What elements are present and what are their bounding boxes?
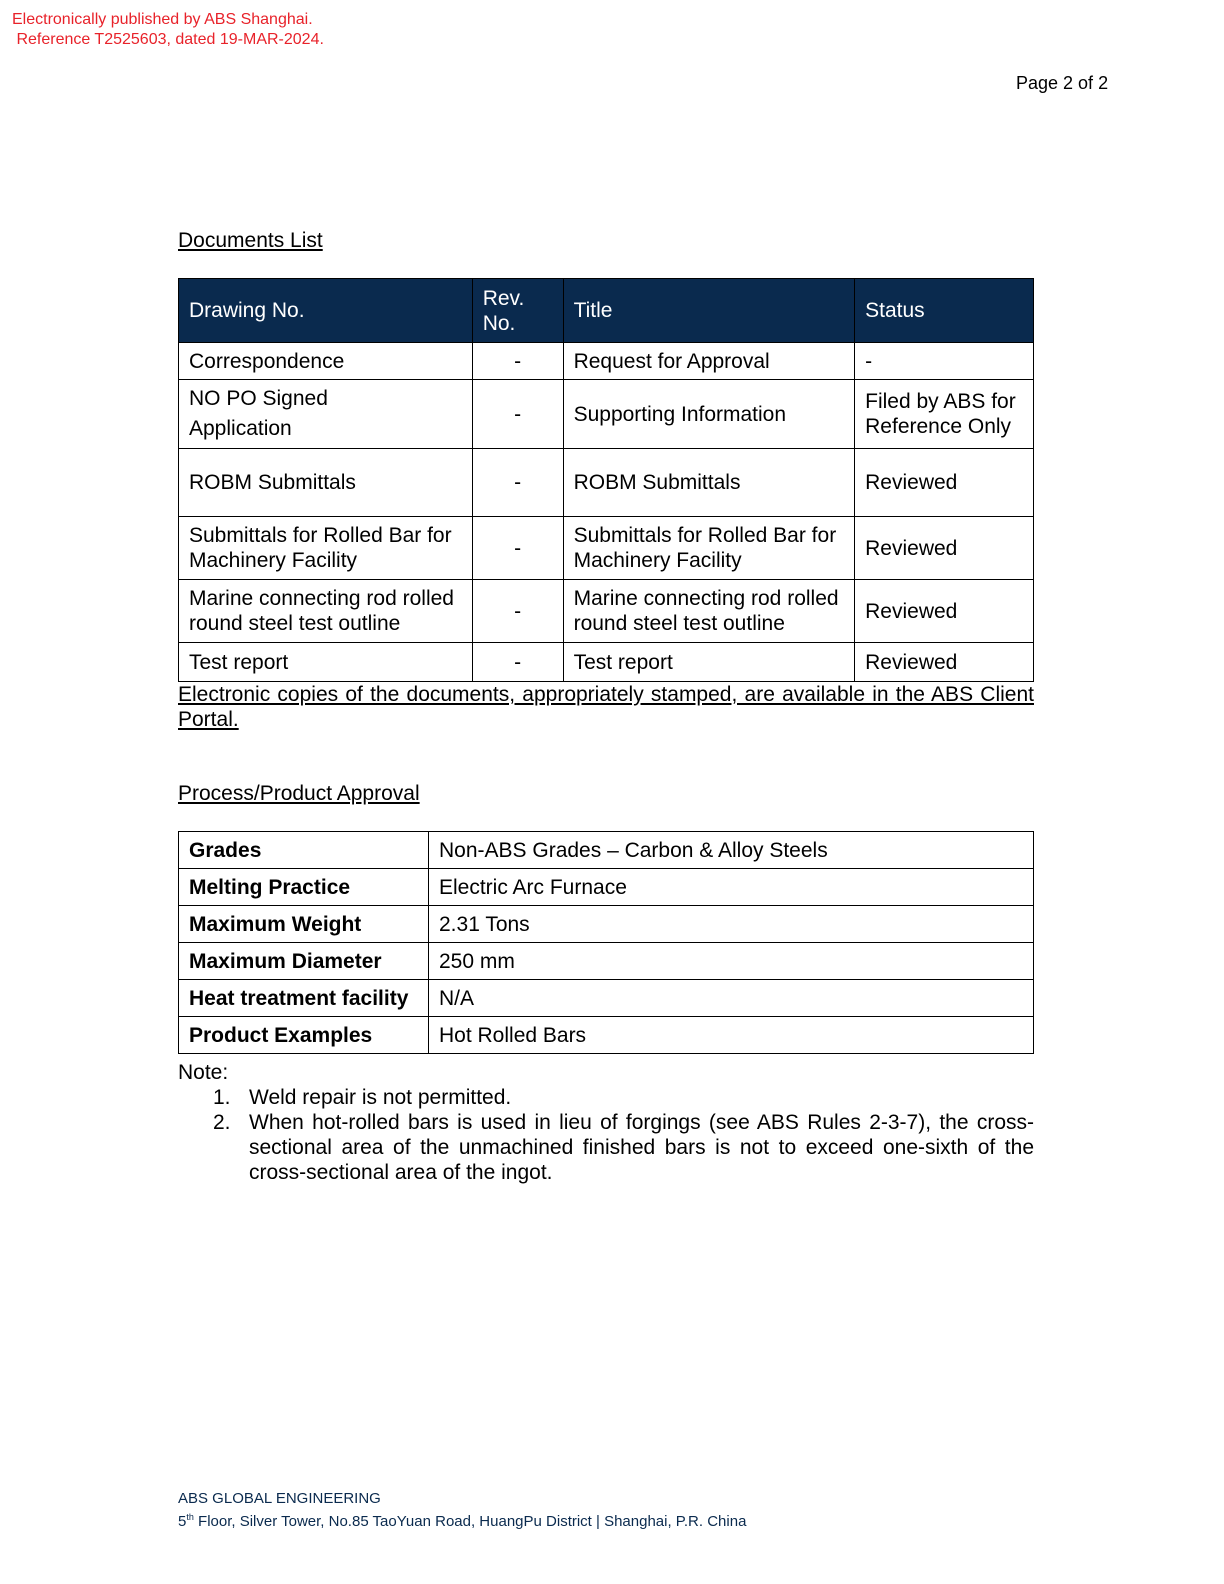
page-number: Page 2 of 2 (1016, 73, 1109, 93)
note-text: When hot-rolled bars is used in lieu of forgings (see ABS Rules 2-3-7), the cross-sectional area of the unmachined finished bars is not to exceed one-sixth of the cross-sectional area of the ingot. (249, 1111, 1034, 1184)
approval-row (179, 1017, 1034, 1054)
approval-label: Heat treatment facility (179, 980, 429, 1017)
rev-no-cell: - (472, 343, 563, 380)
process-approval-title: Process/Product Approval (178, 782, 420, 805)
approval-label: Product Examples (179, 1017, 429, 1054)
approval-row (179, 943, 1034, 980)
note-number: 1. (213, 1086, 231, 1109)
documents-header-row (179, 279, 1034, 343)
status-cell: Filed by ABS for Reference Only (855, 380, 1034, 449)
documents-row (179, 580, 1034, 643)
documents-row (179, 380, 1034, 449)
title-cell: Marine connecting rod rolled round steel test outline (563, 580, 855, 643)
drawing-no-cell: Correspondence (179, 343, 473, 380)
header-drawing-no: Drawing No. (179, 279, 473, 343)
footer-address: 5th Floor, Silver Tower, No.85 TaoYuan Road, HuangPu District | Shanghai, P.R. China (178, 1512, 747, 1530)
documents-list-title: Documents List (178, 229, 323, 252)
approval-value: N/A (429, 980, 1034, 1017)
stamp-line-1: Electronically published by ABS Shanghai. (12, 11, 313, 28)
title-cell: Supporting Information (563, 380, 855, 449)
note-text: Weld repair is not permitted. (249, 1086, 512, 1109)
status-cell: Reviewed (855, 449, 1034, 517)
approval-label: Maximum Weight (179, 906, 429, 943)
drawing-no-cell: Marine connecting rod rolled round steel test outline (179, 580, 473, 643)
approval-value: Non-ABS Grades – Carbon & Alloy Steels (429, 832, 1034, 869)
approval-row (179, 906, 1034, 943)
publication-stamp (12, 10, 324, 50)
stamp-line-2: Reference T2525603, dated 19-MAR-2024. (12, 31, 324, 48)
note-label: Note: (178, 1061, 229, 1084)
documents-row (179, 449, 1034, 517)
approval-label: Maximum Diameter (179, 943, 429, 980)
approval-row (179, 980, 1034, 1017)
notes-list (213, 1085, 1034, 1185)
status-cell: Reviewed (855, 517, 1034, 580)
rev-no-cell: - (472, 580, 563, 643)
drawing-no-cell: ROBM Submittals (179, 449, 473, 517)
rev-no-cell: - (472, 517, 563, 580)
header-rev-no: Rev. No. (472, 279, 563, 343)
header-status: Status (855, 279, 1034, 343)
approval-value: Hot Rolled Bars (429, 1017, 1034, 1054)
note-number: 2. (213, 1111, 231, 1134)
approval-label: Melting Practice (179, 869, 429, 906)
drawing-no-cell: NO PO Signed Application (179, 380, 473, 449)
status-cell: - (855, 343, 1034, 380)
title-cell: Test report (563, 643, 855, 682)
header-title: Title (563, 279, 855, 343)
note-item (213, 1110, 1034, 1185)
title-cell: Submittals for Rolled Bar for Machinery Facility (563, 517, 855, 580)
documents-row (179, 343, 1034, 380)
approval-value: 250 mm (429, 943, 1034, 980)
documents-table (178, 278, 1034, 682)
documents-row (179, 643, 1034, 682)
approval-row (179, 869, 1034, 906)
drawing-no-cell: Submittals for Rolled Bar for Machinery Facility (179, 517, 473, 580)
approval-table (178, 831, 1034, 1054)
title-cell: Request for Approval (563, 343, 855, 380)
footer (178, 1489, 746, 1531)
status-cell: Reviewed (855, 643, 1034, 682)
approval-label: Grades (179, 832, 429, 869)
approval-row (179, 832, 1034, 869)
rev-no-cell: - (472, 380, 563, 449)
drawing-no-cell: Test report (179, 643, 473, 682)
documents-portal-note: Electronic copies of the documents, appropriately stamped, are available in the ABS Client Portal. (178, 683, 1034, 731)
approval-value: Electric Arc Furnace (429, 869, 1034, 906)
note-item (213, 1085, 1034, 1110)
title-cell: ROBM Submittals (563, 449, 855, 517)
status-cell: Reviewed (855, 580, 1034, 643)
documents-row (179, 517, 1034, 580)
footer-org: ABS GLOBAL ENGINEERING (178, 1490, 381, 1507)
rev-no-cell: - (472, 449, 563, 517)
rev-no-cell: - (472, 643, 563, 682)
approval-value: 2.31 Tons (429, 906, 1034, 943)
